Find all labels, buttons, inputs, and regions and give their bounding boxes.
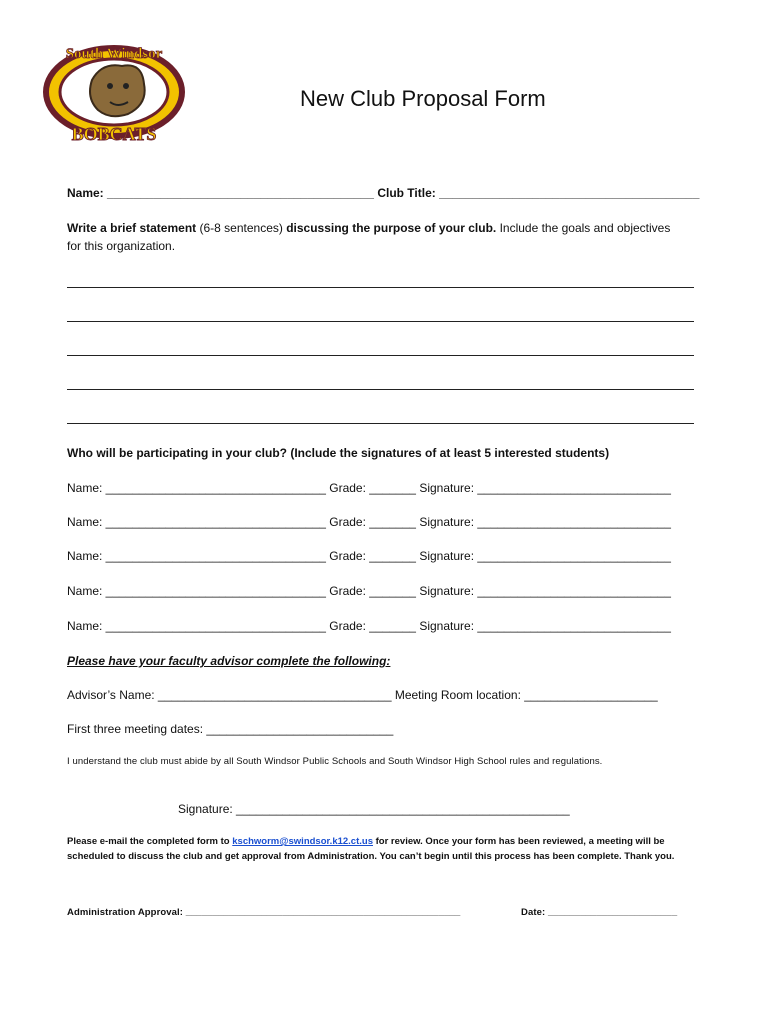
purpose-blank-line[interactable] bbox=[67, 389, 694, 390]
meeting-dates-field[interactable]: First three meeting dates: ____________________________ bbox=[67, 722, 394, 736]
purpose-blank-line[interactable] bbox=[67, 423, 694, 424]
submission-instructions: Please e-mail the completed form to kschworm@swindsor.k12.ct.us for review. Once your form has been reviewed, a meeting will be scheduled to discuss the club and get approval from Administration. You can’t begin until this process has been complete. Thank you. bbox=[67, 836, 675, 862]
purpose-instructions-line2: for this organization. bbox=[67, 239, 176, 253]
page-title: New Club Proposal Form bbox=[300, 86, 546, 111]
admin-date-field[interactable]: Date: ________________________ bbox=[521, 907, 678, 918]
advisor-name-field[interactable]: Advisor’s Name: ___________________________________ Meeting Room location: ____________________ bbox=[67, 688, 658, 702]
logo-top-text: South Windsor bbox=[65, 46, 163, 62]
student-row[interactable]: Name: _________________________________ Grade: _______ Signature: _____________________________ bbox=[67, 584, 671, 598]
student-row[interactable]: Name: _________________________________ Grade: _______ Signature: _____________________________ bbox=[67, 549, 671, 563]
name-field-label[interactable]: Name: ________________________________________ Club Title: _______________________________________ bbox=[67, 186, 700, 200]
club-title-field-label[interactable]: Club Title: _______________________________________ bbox=[377, 186, 700, 200]
advisor-signature-field[interactable]: Signature: __________________________________________________ bbox=[178, 802, 570, 816]
advisor-email-link[interactable]: kschworm@swindsor.k12.ct.us bbox=[232, 836, 373, 847]
student-row[interactable]: Name: _________________________________ Grade: _______ Signature: _____________________________ bbox=[67, 619, 671, 633]
rules-statement: I understand the club must abide by all South Windsor Public Schools and South Windsor High School rules and regulations. bbox=[67, 756, 603, 767]
logo-bottom-text: BOBCATS bbox=[71, 124, 157, 144]
bobcats-logo bbox=[40, 40, 188, 148]
admin-approval-field[interactable]: Administration Approval: ___________________________________________________ bbox=[67, 907, 461, 918]
purpose-blank-line[interactable] bbox=[67, 287, 694, 288]
participants-question: Who will be participating in your club? (Include the signatures of at least 5 interested students) bbox=[67, 446, 610, 460]
purpose-blank-line[interactable] bbox=[67, 355, 694, 356]
student-row[interactable]: Name: _________________________________ Grade: _______ Signature: _____________________________ bbox=[67, 481, 671, 495]
purpose-blank-line[interactable] bbox=[67, 321, 694, 322]
student-row[interactable]: Name: _________________________________ Grade: _______ Signature: _____________________________ bbox=[67, 515, 671, 529]
advisor-section-heading: Please have your faculty advisor complete the following: bbox=[67, 654, 391, 668]
purpose-instructions: Write a brief statement (6-8 sentences) discussing the purpose of your club. Include the goals and objectives bbox=[67, 221, 671, 235]
